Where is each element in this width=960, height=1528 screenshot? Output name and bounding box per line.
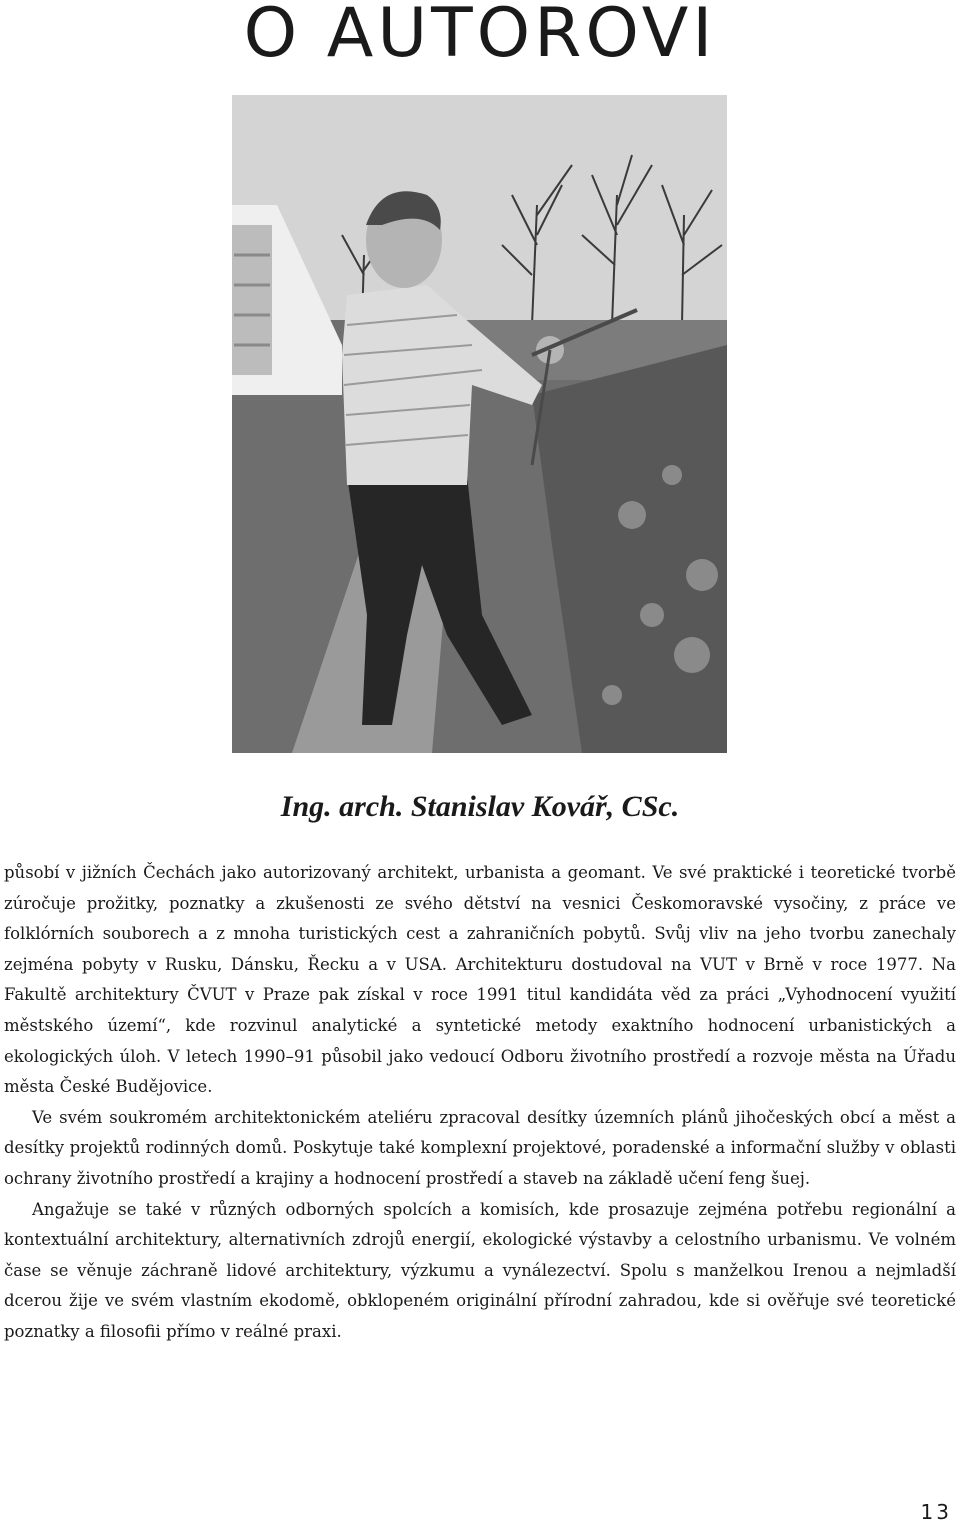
page-number: 13	[920, 1500, 952, 1524]
bio-paragraph-3: Angažuje se také v různých odborných spolcích a komisích, kde prosazuje zejména potřebu regionální a kontextuální architektury, alternativních zdrojů energií, ekologické výstavby a celostního urbanismu. Ve volném čase se věnuje záchraně lidové architektury, výzkumu a vynálezectví. Spolu s manželkou Irenou a nejmladší dcerou žije ve svém vlastním ekodomě, obklopeném originální přírodní zahradou, kde si ověřuje své teoretické poznatky a filosofii přímo v reálné praxi.	[4, 1199, 956, 1341]
author-bio	[4, 858, 956, 1348]
author-photo	[232, 95, 727, 753]
bio-paragraph-1: působí v jižních Čechách jako autorizovaný architekt, urbanista a geomant. Ve své praktické i teoretické tvorbě zúročuje prožitky, poznatky a zkušenosti ze svého dětství na vesnici Českomoravské vysočiny, z práce ve folklórních souborech a z mnoha turistických cest a zahraničních pobytů. Svůj vliv na jeho tvorbu zanechaly zejména pobyty v Rusku, Dánsku, Řecku a v USA. Architekturu dostudoval na VUT v Brně v roce 1977. Na Fakultě architektury ČVUT v Praze pak získal v roce 1991 titul kandidáta věd za práci „Vyhodnocení využití městského území“, kde rozvinul analytické a syntetické metody exaktního hodnocení urbanistických a ekologických úloh. V letech 1990–91 působil jako vedoucí Odboru životního prostředí a rozvoje města na Úřadu města České Budějovice.	[4, 863, 956, 1097]
page-title: O AUTOROVI	[243, 0, 717, 73]
bio-paragraph-2: Ve svém soukromém architektonickém ateliéru zpracoval desítky územních plánů jihočeských obcí a měst a desítky projektů rodinných domů. Poskytuje také komplexní projektové, poradenské a informační služby v oblasti ochrany životního prostředí a krajiny a hodnocení prostředí a staveb na základě učení feng šuej.	[4, 1107, 956, 1188]
author-name: Ing. arch. Stanislav Kovář, CSc.	[280, 790, 680, 823]
